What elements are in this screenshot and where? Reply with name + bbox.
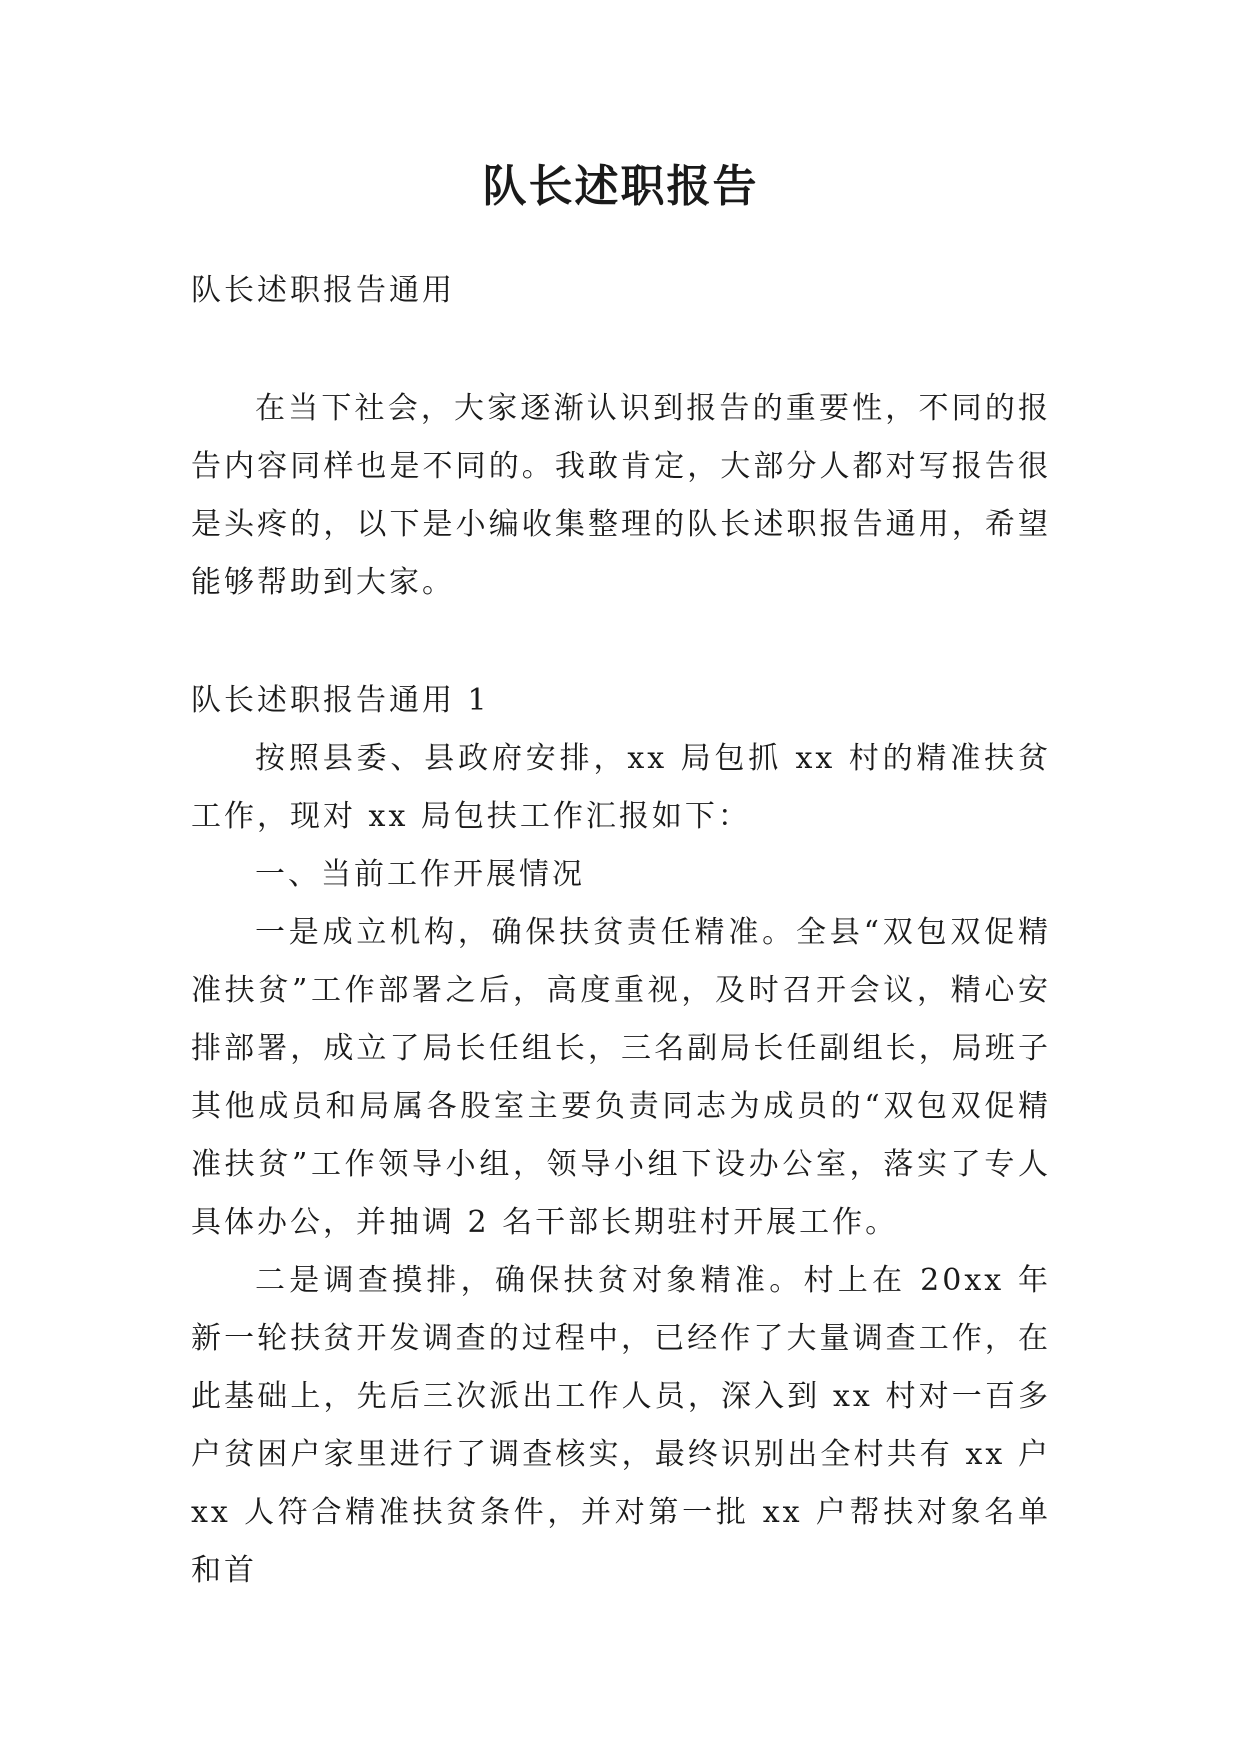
body-paragraph: 按照县委、县政府安排，xx 局包抓 xx 村的精准扶贫工作，现对 xx 局包扶工作汇报如下： xyxy=(191,741,1051,834)
document-title: 队长述职报告 xyxy=(482,161,759,212)
intro-paragraph: 在当下社会，大家逐渐认识到报告的重要性，不同的报告内容同样也是不同的。我敢肯定，大部分人都对写报告很是头疼的，以下是小编收集整理的队长述职报告通用，希望能够帮助到大家。 xyxy=(191,391,1051,600)
body-paragraph: 一是成立机构，确保扶贫责任精准。全县“双包双促精准扶贫”工作部署之后，高度重视，及时召开会议，精心安排部署，成立了局长任组长，三名副局长任副组长，局班子其他成员和局属各股室主要负责同志为成员的“双包双促精准扶贫”工作领导小组，领导小组下设办公室，落实了专人具体办公，并抽调 2 名干部长期驻村开展工作。 xyxy=(191,915,1051,1240)
section-heading: 队长述职报告通用 1 xyxy=(191,683,490,718)
document-body xyxy=(191,262,1051,1600)
body-paragraph: 二是调查摸排，确保扶贫对象精准。村上在 20xx 年新一轮扶贫开发调查的过程中，已经作了大量调查工作，在此基础上，先后三次派出工作人员，深入到 xx 村对一百多户贫困户家里进行了调查核实，最终识别出全村共有 xx 户 xx 人符合精准扶贫条件，并对第一批 xx 户帮扶对象名单和首 xyxy=(191,1263,1051,1588)
document-subtitle: 队长述职报告通用 xyxy=(191,273,455,308)
section-subheading: 一、当前工作开展情况 xyxy=(255,857,585,892)
